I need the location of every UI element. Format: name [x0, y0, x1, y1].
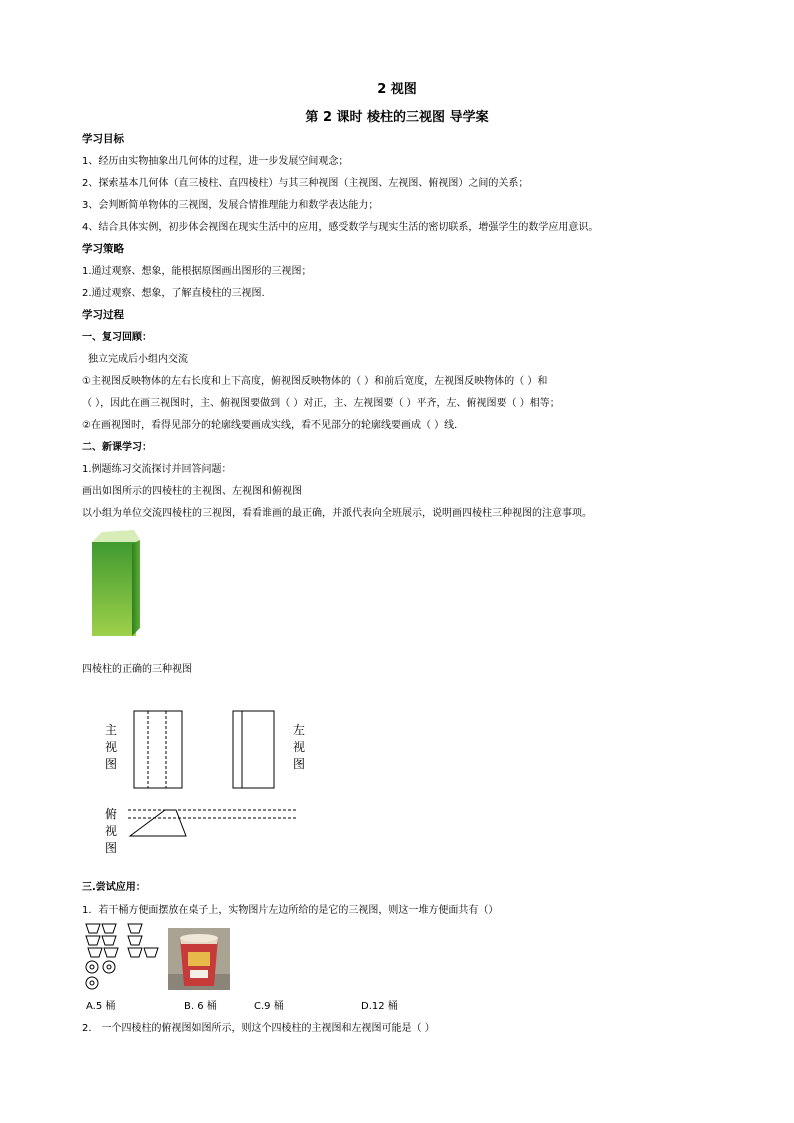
strategy-heading: 学习策略 [82, 243, 124, 255]
strategy-item-2: 2.通过观察、想象，了解直棱柱的三视图. [82, 288, 265, 299]
strategy-item-1: 1.通过观察、想象，能根据原图画出图形的三视图； [82, 266, 312, 277]
goal-item-1: 1、经历由实物抽象出几何体的过程，进一步发展空间观念； [82, 156, 349, 167]
goals-heading: 学习目标 [82, 133, 124, 145]
review-heading: 一、复习回顾： [82, 332, 152, 343]
top-view-drawing [120, 800, 310, 840]
goal-item-2: 2、探索基本几何体（直三棱柱、直四棱柱）与其三种视图（主视图、左视图、俯视图）之间的关系； [82, 178, 529, 189]
review-line-2: （ ），因此在画三视图时，主、俯视图要做到（ ）对正，主、左视图要（ ）平齐，左、俯视图要（ ）相等； [82, 398, 560, 409]
q1-option-a[interactable]: A.5 桶 [86, 1001, 116, 1012]
review-intro: 独立完成后小组内交流 [88, 354, 188, 365]
q1-option-c[interactable]: C.9 桶 [254, 1001, 284, 1012]
goal-item-3: 3、会判断简单物体的三视图，发展合情推理能力和数学表达能力； [82, 200, 379, 211]
review-line-1: ①主视图反映物体的左右长度和上下高度，俯视图反映物体的（ ）和前后宽度，左视图反映物体的（ ）和 [82, 376, 548, 387]
apply-heading: 三.尝试应用： [82, 882, 146, 893]
top-view-label: 俯 视 图 [104, 807, 117, 855]
views-caption: 四棱柱的正确的三种视图 [82, 664, 192, 675]
instant-noodle-photo [168, 928, 230, 990]
noodle-cup-views [84, 922, 164, 992]
new-item-1: 1.例题练习交流探讨并回答问题： [82, 464, 232, 475]
prism-image [88, 528, 144, 638]
q1-option-d[interactable]: D.12 桶 [361, 1001, 398, 1012]
lesson-title: 第 2 课时 棱柱的三视图 导学案 [305, 110, 489, 125]
new-lesson-heading: 二、新课学习： [82, 442, 152, 453]
process-heading: 学习过程 [82, 309, 124, 321]
review-line-3: ②在画视图时，看得见部分的轮廓线要画成实线，看不见部分的轮廓线要画成（ ）线． [82, 420, 465, 431]
left-view-label: 左 视 图 [292, 723, 305, 771]
question-1: 1．若干桶方便面摆放在桌子上，实物图片左边所给的是它的三视图，则这一堆方便面共有（） [82, 905, 499, 916]
q1-option-b[interactable]: B. 6 桶 [184, 1001, 217, 1012]
new-item-2: 画出如图所示的四棱柱的主视图、左视图和俯视图 [82, 486, 302, 497]
chapter-title: 2 视图 [377, 82, 417, 97]
front-view-label: 主 视 图 [104, 723, 117, 771]
new-item-3: 以小组为单位交流四棱柱的三视图，看看谁画的最正确，并派代表向全班展示，说明画四棱柱三种视图的注意事项。 [82, 508, 592, 519]
question-2: 2． 一个四棱柱的俯视图如图所示，则这个四棱柱的主视图和左视图可能是（ ） [82, 1023, 435, 1034]
goal-item-4: 4、结合具体实例，初步体会视图在现实生活中的应用，感受数学与现实生活的密切联系，增强学生的数学应用意识。 [82, 222, 599, 233]
